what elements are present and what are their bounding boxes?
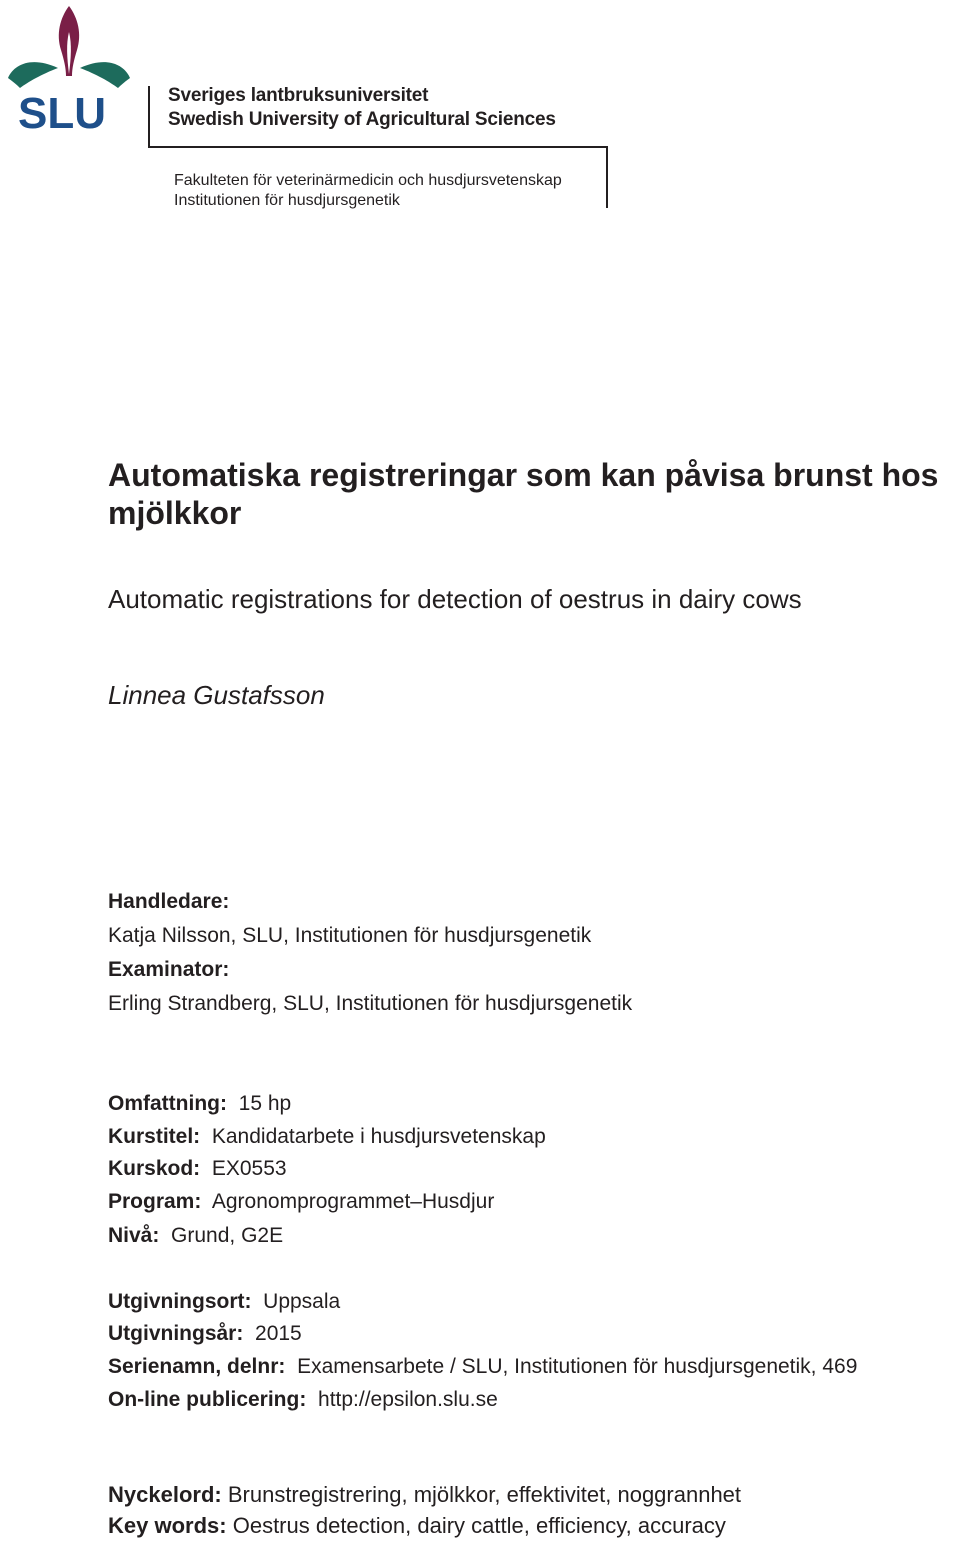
thesis-subtitle: Automatic registrations for detection of oestrus in dairy cows bbox=[108, 584, 802, 614]
keywords-en-label: Key words: bbox=[108, 1513, 227, 1538]
scope-label: Omfattning: bbox=[108, 1092, 227, 1115]
course-title-value: Kandidatarbete i husdjursvetenskap bbox=[211, 1125, 546, 1148]
program-label: Program: bbox=[108, 1190, 202, 1213]
university-name-en: Swedish University of Agricultural Sciences bbox=[168, 109, 556, 130]
place-row bbox=[108, 1290, 340, 1314]
faculty-name: Fakulteten för veterinärmedicin och husdjursvetenskap bbox=[174, 172, 562, 189]
level-label: Nivå: bbox=[108, 1224, 160, 1247]
keywords-en-row bbox=[108, 1513, 726, 1539]
university-name-sv: Sveriges lantbruksuniversitet bbox=[168, 85, 429, 106]
online-link[interactable]: http://epsilon.slu.se bbox=[318, 1388, 498, 1411]
logo-green-leaf-right bbox=[80, 62, 130, 88]
course-title-label: Kurstitel: bbox=[108, 1125, 201, 1148]
place-label: Utgivningsort: bbox=[108, 1290, 252, 1313]
level-value: Grund, G2E bbox=[171, 1224, 284, 1247]
slu-logo bbox=[6, 4, 132, 132]
logo-green-leaf-left bbox=[8, 62, 58, 88]
series-row bbox=[108, 1355, 857, 1379]
year-value: 2015 bbox=[255, 1322, 302, 1345]
program-value: Agronomprogrammet–Husdjur bbox=[211, 1190, 495, 1213]
place-value: Uppsala bbox=[263, 1290, 341, 1313]
course-title-row bbox=[108, 1125, 546, 1149]
supervisor-value: Katja Nilsson, SLU, Institutionen för husdjursgenetik bbox=[108, 924, 592, 947]
author-name: Linnea Gustafsson bbox=[108, 680, 325, 710]
series-label: Serienamn, delnr: bbox=[108, 1355, 286, 1378]
header-divider-vertical bbox=[148, 86, 150, 148]
department-name: Institutionen för husdjursgenetik bbox=[174, 192, 400, 209]
scope-row bbox=[108, 1092, 291, 1116]
logo-text: SLU bbox=[18, 89, 106, 132]
keywords-sv-row bbox=[108, 1482, 741, 1508]
year-row bbox=[108, 1322, 302, 1346]
online-label: On-line publicering: bbox=[108, 1388, 307, 1411]
series-value: Examensarbete / SLU, Institutionen för husdjursgenetik, 469 bbox=[297, 1355, 858, 1378]
course-code-row bbox=[108, 1157, 287, 1181]
course-code-label: Kurskod: bbox=[108, 1157, 201, 1180]
header-divider-right bbox=[606, 146, 608, 208]
year-label: Utgivningsår: bbox=[108, 1322, 244, 1345]
keywords-sv-label: Nyckelord: bbox=[108, 1482, 222, 1507]
keywords-en-value: Oestrus detection, dairy cattle, efficiency, accuracy bbox=[232, 1513, 726, 1538]
thesis-title: Automatiska registreringar som kan påvisa brunst hos mjölkkor bbox=[108, 457, 939, 531]
supervisor-label: Handledare: bbox=[108, 890, 230, 913]
online-row bbox=[108, 1388, 498, 1412]
keywords-sv-value: Brunstregistrering, mjölkkor, effektivitet, noggrannhet bbox=[227, 1482, 742, 1507]
scope-value: 15 hp bbox=[238, 1092, 292, 1115]
examiner-value: Erling Strandberg, SLU, Institutionen för husdjursgenetik bbox=[108, 992, 633, 1015]
level-row bbox=[108, 1224, 283, 1248]
header-divider-horizontal bbox=[148, 146, 608, 148]
examiner-label: Examinator: bbox=[108, 958, 230, 981]
program-row bbox=[108, 1190, 494, 1214]
course-code-value: EX0553 bbox=[211, 1157, 287, 1180]
